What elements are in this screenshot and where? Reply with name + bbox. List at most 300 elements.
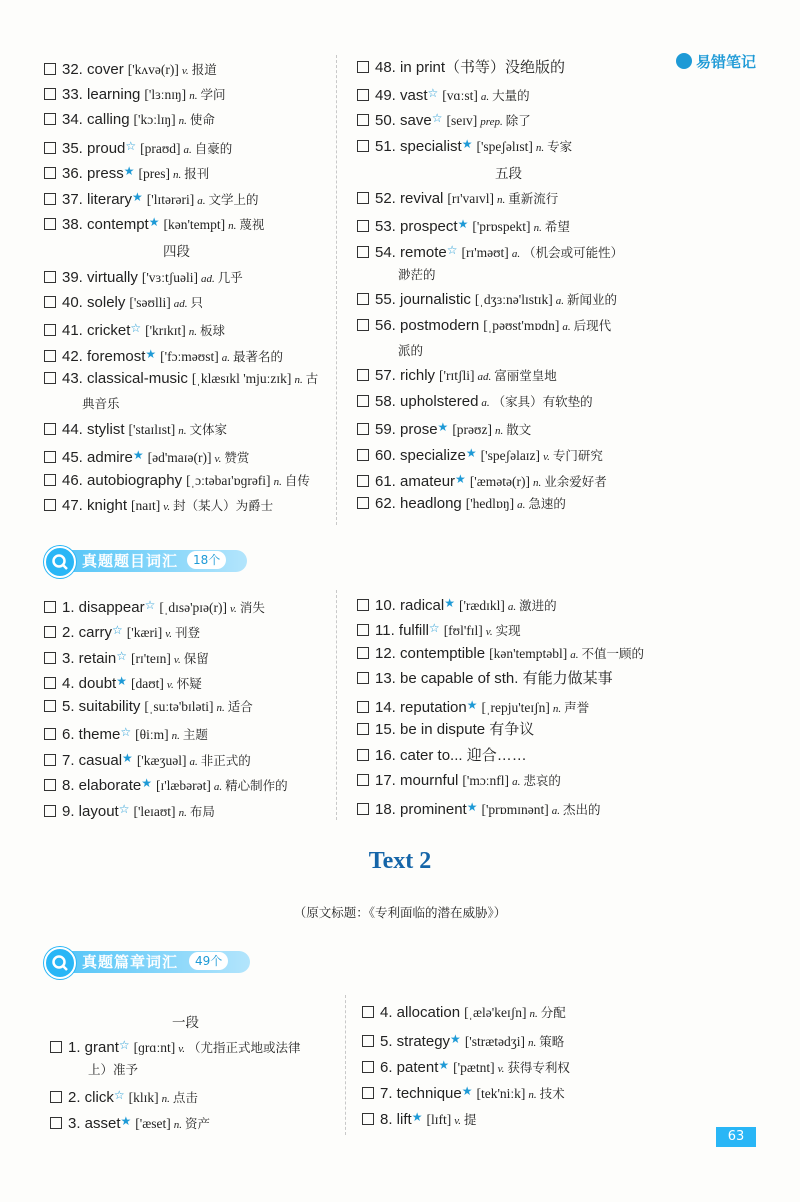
meaning: 激进的: [519, 598, 557, 613]
meaning: 布局: [189, 804, 215, 819]
checkbox[interactable]: [44, 372, 56, 384]
phonetic: ['æset]: [135, 1116, 171, 1131]
meaning: 点击: [172, 1090, 198, 1105]
vocab-word: 60. specialize: [375, 447, 466, 464]
banner-count: 18个: [187, 551, 226, 569]
part-of-speech: n.: [173, 1119, 182, 1131]
meaning: 技术: [539, 1086, 565, 1101]
meaning: 主题: [182, 727, 208, 742]
part-of-speech: n.: [527, 1037, 537, 1049]
checkbox[interactable]: [44, 423, 56, 435]
checkbox[interactable]: [44, 350, 56, 362]
meaning: 散文: [506, 422, 532, 437]
checkbox[interactable]: [44, 728, 56, 740]
checkbox[interactable]: [50, 1091, 62, 1103]
part-of-speech: n.: [497, 194, 506, 206]
phonetic: ['pætnt]: [453, 1060, 495, 1075]
phonetic: ['kæʒuəl]: [136, 753, 187, 768]
star-outline-icon: ☆: [113, 1088, 125, 1102]
star-outline-icon: ☆: [144, 598, 156, 612]
vocab-item: [44, 620, 200, 644]
vocab-word: 39. virtually: [62, 269, 138, 286]
vocab-word: 46. autobiography: [62, 472, 183, 489]
checkbox[interactable]: [357, 395, 369, 407]
checkbox[interactable]: [50, 1041, 62, 1053]
meaning-continued: 渺茫的: [398, 267, 436, 282]
vocab-word: 5. suitability: [62, 698, 141, 715]
vocab-item: [44, 110, 215, 131]
phonetic: [klɪk]: [128, 1090, 159, 1105]
part-of-speech: v.: [543, 451, 550, 463]
vocab-item: [44, 161, 209, 185]
star-icon: ★: [461, 137, 473, 151]
vocab-item: [50, 1085, 198, 1109]
passage-vocab-banner: [44, 949, 254, 975]
vocab-item: [357, 316, 611, 337]
meaning: 自传: [284, 473, 310, 488]
checkbox[interactable]: [44, 88, 56, 100]
meaning: 文学上的: [208, 192, 259, 207]
vocab-item: [357, 494, 566, 515]
star-icon: ★: [455, 472, 466, 486]
phonetic: ['mɔːnfl]: [462, 773, 510, 788]
checkbox[interactable]: [44, 193, 56, 205]
phonetic: ['kʌvə(r)]: [127, 62, 179, 77]
part-of-speech: n.: [552, 703, 562, 715]
checkbox[interactable]: [362, 1113, 374, 1125]
vocab-word: 4. allocation: [380, 1004, 461, 1021]
banner-title: 真题题目词汇: [82, 552, 179, 570]
checkbox[interactable]: [44, 296, 56, 308]
meaning: 急速的: [528, 496, 566, 511]
section-label-5: 五段: [495, 166, 522, 182]
phonetic: [ˌsuːtə'bɪləti]: [144, 699, 214, 714]
meaning: 资产: [184, 1116, 210, 1131]
part-of-speech: n.: [178, 425, 187, 437]
checkbox[interactable]: [44, 142, 56, 154]
vocab-word: 36. press: [62, 165, 124, 182]
checkbox[interactable]: [44, 754, 56, 766]
vocab-word: 1. grant: [68, 1039, 119, 1056]
part-of-speech: n.: [528, 1089, 537, 1101]
checkbox[interactable]: [44, 601, 56, 613]
meaning-continued: 派的: [398, 343, 424, 358]
phonetic: ['kæri]: [126, 625, 163, 640]
star-icon: ★: [145, 347, 157, 361]
vocab-word: 48. in print（书等）没绝版的: [375, 59, 566, 76]
star-outline-icon: ☆: [427, 86, 439, 100]
part-of-speech: n.: [171, 730, 180, 742]
vocab-word: 62. headlong: [375, 495, 462, 512]
star-icon: ★: [141, 776, 152, 790]
checkbox[interactable]: [44, 700, 56, 712]
vocab-word: 32. cover: [62, 61, 124, 78]
vocab-word: 37. literary: [62, 191, 133, 208]
vocab-word: 44. stylist: [62, 421, 125, 438]
vocab-item: [50, 1035, 301, 1059]
part-of-speech: n.: [178, 115, 187, 127]
meaning-continued: 典音乐: [82, 396, 120, 411]
part-of-speech: ad.: [477, 371, 492, 383]
vocab-word: 15. be in dispute 有争议: [375, 721, 535, 738]
checkbox[interactable]: [44, 63, 56, 75]
banner-count: 49个: [189, 952, 228, 970]
part-of-speech: v.: [497, 1063, 505, 1075]
phonetic: [seɪv]: [446, 113, 478, 128]
phonetic: ['kɔːlɪŋ]: [133, 112, 176, 127]
meaning: 精心制作的: [225, 778, 288, 793]
meaning: 重新流行: [508, 191, 559, 206]
vocab-word: 43. classical-music: [62, 370, 188, 387]
vocab-item: [44, 420, 227, 441]
vocab-item: [44, 773, 288, 797]
part-of-speech: a.: [570, 649, 579, 661]
phonetic: [ˌdɪsə'pɪə(r)]: [159, 600, 227, 615]
column-divider: [336, 590, 337, 820]
vocab-word: 34. calling: [62, 111, 130, 128]
vocab-item: [357, 214, 570, 238]
phonetic: [ˌɔːtəbaɪ'ɒɡrəfi]: [186, 473, 271, 488]
star-icon: ★: [132, 448, 144, 462]
checkbox[interactable]: [44, 271, 56, 283]
checkbox[interactable]: [357, 293, 369, 305]
meaning: 大量的: [492, 88, 530, 103]
vocab-word: 54. remote: [375, 244, 447, 261]
checkbox[interactable]: [357, 114, 369, 126]
vocab-item: [362, 1055, 570, 1079]
vocab-item: [44, 697, 253, 718]
checkbox[interactable]: [357, 192, 369, 204]
meaning: 赞赏: [224, 450, 250, 465]
page-number: 63: [716, 1127, 756, 1147]
phonetic: [rɪ'vaɪvl]: [447, 191, 495, 206]
meaning: 古: [305, 371, 319, 386]
checkbox[interactable]: [357, 497, 369, 509]
meaning: 专家: [547, 139, 573, 154]
star-icon: ★: [120, 1114, 132, 1128]
vocab-word: 50. save: [375, 112, 432, 129]
meaning: 报道: [191, 62, 217, 77]
part-of-speech: n.: [172, 169, 182, 181]
vocab-word: 55. journalistic: [375, 291, 471, 308]
vocab-word: 17. mournful: [375, 772, 459, 789]
vocab-item: [362, 1029, 564, 1053]
meaning: 怀疑: [176, 676, 202, 691]
checkbox[interactable]: [357, 423, 369, 435]
meaning: 自豪的: [194, 141, 233, 156]
meaning: 新闻业的: [566, 292, 617, 307]
checkbox[interactable]: [50, 1117, 62, 1129]
checkbox[interactable]: [357, 61, 369, 73]
vocab-word: 18. prominent: [375, 801, 467, 818]
vocab-item: [357, 593, 557, 617]
part-of-speech: v.: [173, 654, 181, 666]
section-label-1: 一段: [172, 1015, 199, 1031]
checkbox[interactable]: [44, 779, 56, 791]
star-outline-icon: ☆: [112, 623, 123, 637]
vocab-item: [44, 471, 310, 492]
phonetic: ['hedlɒŋ]: [465, 496, 515, 511]
meaning: 板球: [200, 323, 226, 338]
star-icon: ★: [457, 217, 469, 231]
vocab-item: [357, 290, 617, 311]
phonetic: [ˌælə'keɪʃn]: [464, 1005, 527, 1020]
vocab-item: [44, 318, 225, 342]
meaning: 消失: [239, 600, 265, 615]
vocab-item: [44, 799, 215, 823]
checkbox[interactable]: [357, 672, 369, 684]
phonetic: [ɪ'læbərət]: [156, 778, 211, 793]
checkbox[interactable]: [357, 803, 369, 815]
phonetic: ['fɔːməʊst]: [160, 349, 219, 364]
checkbox[interactable]: [357, 774, 369, 786]
vocab-item: [357, 58, 565, 78]
magnifier-icon: [44, 546, 76, 578]
checkbox[interactable]: [362, 1006, 374, 1018]
vocab-word: 7. technique: [380, 1085, 462, 1102]
magnifier-icon: [44, 947, 76, 979]
part-of-speech: n.: [533, 222, 542, 234]
checkbox[interactable]: [362, 1035, 374, 1047]
vocab-word: 16. cater to... 迎合……: [375, 747, 527, 764]
checkbox[interactable]: [357, 140, 369, 152]
vocab-item: [357, 771, 561, 792]
column-divider: [345, 995, 346, 1135]
part-of-speech: a.: [507, 601, 517, 613]
checkbox[interactable]: [44, 113, 56, 125]
vocab-word: 14. reputation: [375, 699, 467, 716]
phonetic: [ˌdʒɜːnə'lɪstɪk]: [474, 292, 553, 307]
part-of-speech: n.: [273, 476, 282, 488]
vocab-item: [44, 268, 243, 289]
vocab-item: [362, 1003, 566, 1024]
phonetic: [ˌklæsɪkl 'mjuːzɪk]: [191, 371, 292, 386]
checkbox[interactable]: [357, 723, 369, 735]
phonetic: ['prɒmɪnənt]: [481, 802, 549, 817]
vocab-item: [357, 644, 644, 665]
star-outline-icon: ☆: [116, 649, 127, 663]
part-of-speech: v.: [181, 65, 189, 77]
checkbox[interactable]: [44, 218, 56, 230]
star-outline-icon: ☆: [431, 111, 443, 125]
part-of-speech: a.: [213, 781, 223, 793]
part-of-speech: v.: [163, 501, 171, 513]
part-of-speech: v.: [485, 626, 493, 638]
star-icon: ★: [438, 1058, 450, 1072]
vocab-item: [357, 618, 521, 642]
checkbox[interactable]: [44, 626, 56, 638]
star-icon: ★: [148, 215, 160, 229]
checkbox[interactable]: [357, 246, 369, 258]
vocab-word: 45. admire: [62, 449, 133, 466]
part-of-speech: v.: [214, 453, 222, 465]
part-of-speech: v.: [178, 1043, 186, 1055]
star-icon: ★: [116, 674, 127, 688]
meaning: 蔑视: [239, 217, 265, 232]
vocab-item: [44, 595, 265, 619]
vocab-item: [44, 748, 251, 772]
checkbox[interactable]: [357, 599, 369, 611]
vocab-word: 58. upholstered: [375, 393, 479, 410]
phonetic: ['səʊlli]: [129, 295, 171, 310]
meaning: 业余爱好者: [544, 474, 607, 489]
meaning: 策略: [539, 1034, 565, 1049]
vocab-item: [357, 134, 572, 158]
checkbox[interactable]: [357, 647, 369, 659]
phonetic: [rɪ'teɪn]: [130, 651, 171, 666]
checkbox[interactable]: [357, 89, 369, 101]
meaning: 使命: [189, 112, 215, 127]
vocab-item: [44, 293, 203, 314]
part-of-speech: a.: [481, 397, 490, 409]
part-of-speech: prep.: [480, 116, 503, 128]
part-of-speech: a.: [517, 499, 526, 511]
meaning: 希望: [544, 219, 570, 234]
part-of-speech: n.: [535, 142, 545, 154]
vocab-word: 38. contempt: [62, 216, 149, 233]
checkbox[interactable]: [44, 451, 56, 463]
vocab-item: [44, 496, 273, 517]
meaning: 文体家: [189, 422, 227, 437]
star-icon: ★: [466, 800, 478, 814]
part-of-speech: a.: [189, 756, 198, 768]
star-outline-icon: ☆: [428, 621, 440, 635]
phonetic: ['speʃəlaɪz]: [480, 448, 541, 463]
checkbox[interactable]: [44, 652, 56, 664]
part-of-speech: a.: [555, 295, 564, 307]
meaning: 保留: [183, 651, 209, 666]
part-of-speech: ad.: [200, 273, 215, 285]
star-outline-icon: ☆: [120, 725, 132, 739]
checkbox[interactable]: [357, 449, 369, 461]
meaning: 除了: [505, 113, 531, 128]
phonetic: [ɡrɑːnt]: [133, 1040, 176, 1055]
checkbox[interactable]: [44, 499, 56, 511]
meaning: 获得专利权: [507, 1060, 570, 1075]
meaning: 分配: [540, 1005, 566, 1020]
star-icon: ★: [123, 164, 135, 178]
part-of-speech: a.: [183, 144, 192, 156]
vocab-item: [44, 60, 217, 81]
vocab-item: [357, 469, 607, 493]
part-of-speech: n.: [189, 90, 198, 102]
vocab-word: 3. asset: [68, 1115, 121, 1132]
text-title: Text 2: [368, 848, 432, 874]
vocab-word: 6. patent: [380, 1059, 439, 1076]
meaning: （尤指正式地或法律: [188, 1040, 301, 1055]
vocab-item: [357, 720, 534, 740]
phonetic: [ˌpəʊst'mɒdn]: [483, 318, 560, 333]
star-icon: ★: [466, 698, 478, 712]
checkbox[interactable]: [44, 677, 56, 689]
vocab-word: 42. foremost: [62, 348, 146, 365]
star-outline-icon: ☆: [130, 321, 142, 335]
vocab-item: [362, 1107, 477, 1131]
star-icon: ★: [450, 1032, 461, 1046]
meaning-continued: 上）准予: [88, 1062, 139, 1077]
phonetic: [ˌrepju'teɪʃn]: [481, 700, 550, 715]
part-of-speech: n.: [178, 807, 187, 819]
meaning: 只: [190, 295, 203, 310]
vocab-word: 7. casual: [62, 752, 123, 769]
star-icon: ★: [122, 751, 133, 765]
vocab-word: 9. layout: [62, 803, 119, 820]
checkbox[interactable]: [357, 369, 369, 381]
part-of-speech: v.: [165, 628, 173, 640]
vocab-item: [357, 83, 530, 107]
checkbox[interactable]: [357, 701, 369, 713]
vocab-item: [357, 392, 593, 413]
star-outline-icon: ☆: [446, 243, 458, 257]
star-icon: ★: [444, 596, 455, 610]
vocab-item: [50, 1111, 210, 1135]
vocab-item: [357, 443, 603, 467]
checkbox[interactable]: [44, 324, 56, 336]
star-icon: ★: [465, 446, 477, 460]
meaning: 提: [464, 1112, 477, 1127]
vocab-item: [357, 746, 527, 766]
vocab-word: 59. prose: [375, 421, 438, 438]
checkbox[interactable]: [357, 749, 369, 761]
meaning: 报刊: [184, 166, 210, 181]
checkbox[interactable]: [44, 805, 56, 817]
phonetic: [daʊt]: [130, 676, 164, 691]
phonetic: ['krɪkɪt]: [145, 323, 186, 338]
vocab-item: [44, 85, 225, 106]
checkbox[interactable]: [357, 220, 369, 232]
topic-vocab-banner: [44, 548, 249, 574]
phonetic: [praʊd]: [140, 141, 181, 156]
phonetic: [pres]: [138, 166, 170, 181]
phonetic: ['æmətə(r)]: [469, 474, 530, 489]
vocab-item: [44, 136, 232, 160]
vocab-word: 41. cricket: [62, 322, 131, 339]
meaning: 不值一顾的: [581, 646, 644, 661]
vocab-word: 33. learning: [62, 86, 141, 103]
checkbox[interactable]: [362, 1087, 374, 1099]
checkbox[interactable]: [357, 319, 369, 331]
vocab-item: [357, 108, 531, 132]
vocab-item: [357, 797, 601, 821]
vocab-word: 3. retain: [62, 650, 117, 667]
vocab-item: [357, 189, 558, 210]
vocab-item: [44, 187, 258, 211]
meaning: 封（某人）为爵士: [173, 498, 274, 513]
checkbox[interactable]: [44, 167, 56, 179]
checkbox[interactable]: [362, 1061, 374, 1073]
part-of-speech: a.: [551, 805, 560, 817]
part-of-speech: a.: [480, 91, 490, 103]
vocab-word: 2. click: [68, 1089, 114, 1106]
phonetic: [naɪt]: [131, 498, 161, 513]
checkbox[interactable]: [44, 474, 56, 486]
phonetic: ['speʃəlɪst]: [476, 139, 533, 154]
vocab-word: 53. prospect: [375, 218, 458, 235]
phonetic: [rɪ'məʊt]: [461, 245, 509, 260]
vocab-word: 49. vast: [375, 87, 428, 104]
checkbox[interactable]: [357, 624, 369, 636]
meaning: 富丽堂皇地: [494, 368, 557, 383]
checkbox[interactable]: [357, 475, 369, 487]
vocab-item: [357, 240, 623, 264]
meaning: 学问: [200, 87, 226, 102]
header-badge-label: 易错笔记: [695, 52, 756, 71]
vocab-item: [357, 366, 557, 387]
phonetic: [θiːm]: [135, 727, 169, 742]
phonetic: [vɑːst]: [442, 88, 478, 103]
meaning: 专门研究: [552, 448, 603, 463]
phonetic: ['staɪlɪst]: [128, 422, 176, 437]
